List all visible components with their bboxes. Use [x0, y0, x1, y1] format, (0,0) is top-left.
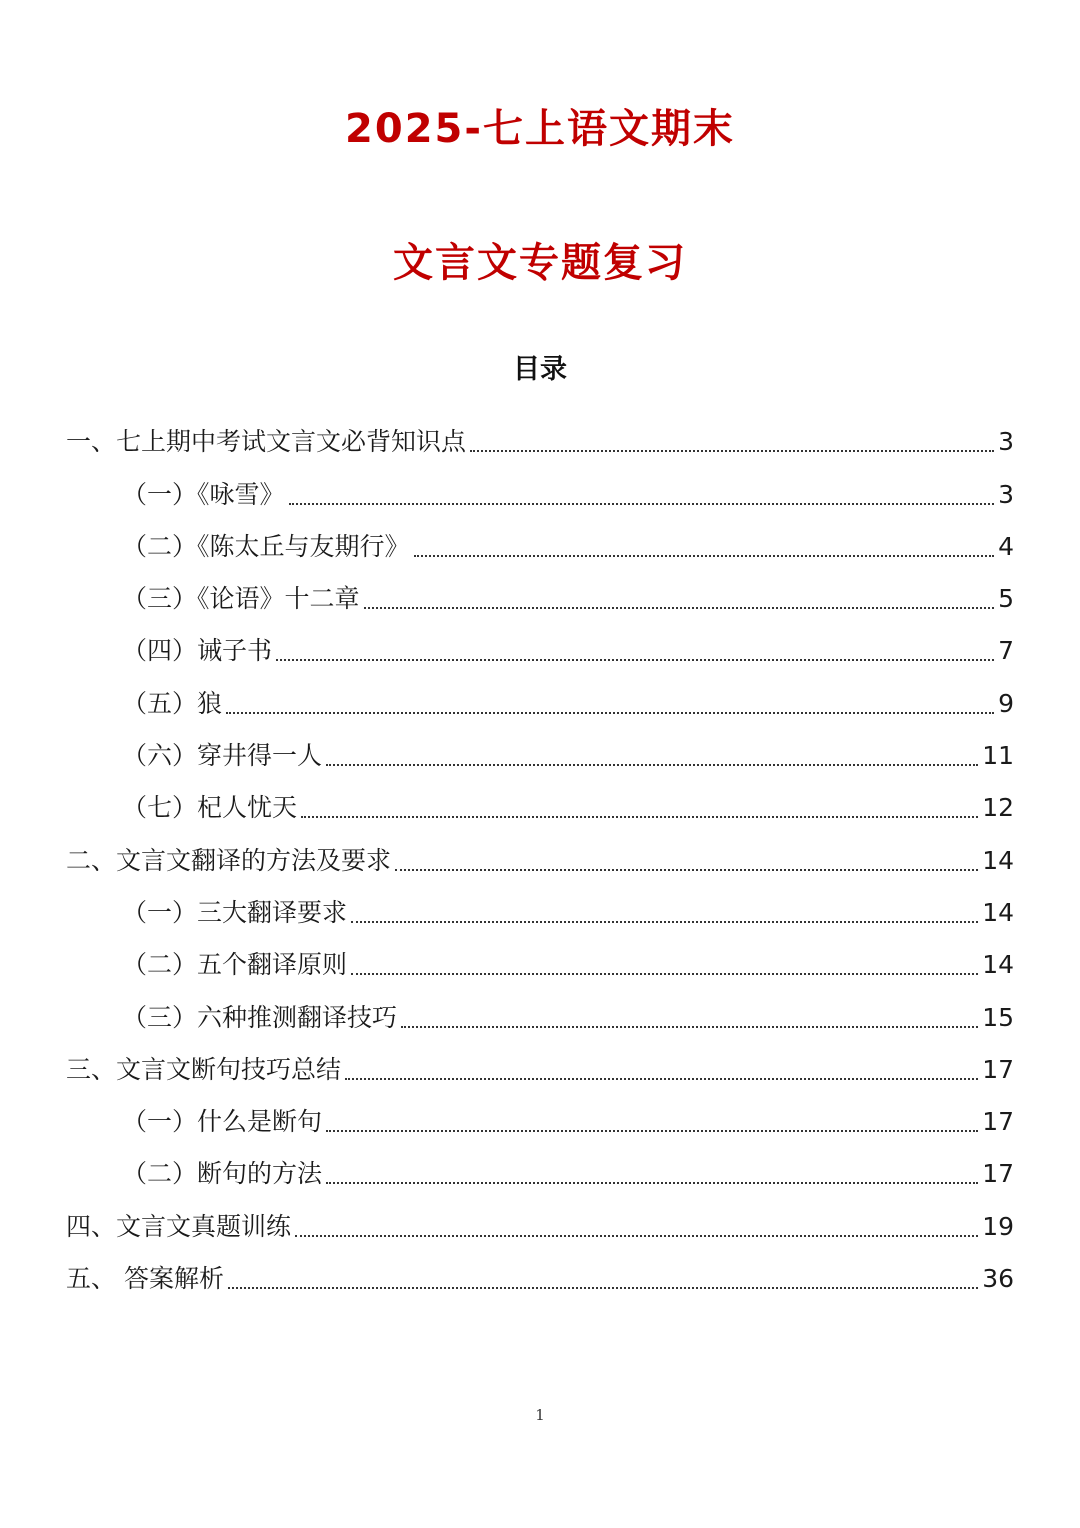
toc-entry-page: 4 — [998, 531, 1014, 561]
table-of-contents — [0, 408, 1080, 1297]
toc-entry-page: 12 — [982, 793, 1014, 823]
title-line-2: 文言文专题复习 — [393, 240, 687, 286]
toc-entry[interactable] — [0, 826, 1080, 878]
document-title — [0, 62, 1080, 330]
toc-entry-page: 3 — [998, 479, 1014, 509]
toc-entry-page: 19 — [982, 1211, 1014, 1241]
toc-entry-label: 三、文言文断句技巧总结 — [66, 1054, 342, 1084]
toc-entry[interactable] — [0, 1192, 1080, 1244]
toc-entry-page: 36 — [982, 1264, 1014, 1294]
toc-entry[interactable] — [0, 513, 1080, 565]
toc-entry-label: （三）《论语》十二章 — [122, 584, 360, 614]
toc-entry-page: 14 — [982, 897, 1014, 927]
dot-leader — [351, 973, 978, 975]
title-line-1: 2025-七上语文期末 — [345, 106, 735, 152]
dot-leader — [351, 921, 978, 923]
toc-entry-label: 一、七上期中考试文言文必背知识点 — [66, 427, 467, 457]
toc-entry[interactable] — [0, 774, 1080, 826]
toc-entry-label: 五、 答案解析 — [66, 1264, 224, 1294]
toc-entry-label: （二）《陈太丘与友期行》 — [122, 531, 410, 561]
dot-leader — [401, 1026, 978, 1028]
toc-entry-label: （一）三大翻译要求 — [122, 897, 348, 927]
page-number: 1 — [535, 1406, 545, 1424]
dot-leader — [289, 503, 995, 505]
toc-entry[interactable] — [0, 1245, 1080, 1297]
toc-entry-label: （二）五个翻译原则 — [122, 950, 348, 980]
toc-entry-page: 14 — [982, 950, 1014, 980]
toc-entry-page: 3 — [998, 427, 1014, 457]
toc-heading: 目录 — [513, 354, 567, 385]
toc-entry[interactable] — [0, 879, 1080, 931]
toc-entry-page: 5 — [998, 584, 1014, 614]
toc-entry[interactable] — [0, 408, 1080, 460]
toc-entry[interactable] — [0, 931, 1080, 983]
toc-entry[interactable] — [0, 983, 1080, 1035]
dot-leader — [226, 712, 994, 714]
toc-entry-label: （三）六种推测翻译技巧 — [122, 1002, 398, 1032]
dot-leader — [345, 1078, 978, 1080]
dot-leader — [414, 555, 995, 557]
dot-leader — [326, 1182, 978, 1184]
dot-leader — [470, 450, 994, 452]
toc-entry[interactable] — [0, 1088, 1080, 1140]
toc-entry-page: 14 — [982, 845, 1014, 875]
dot-leader — [276, 659, 994, 661]
toc-entry-page: 11 — [982, 741, 1014, 771]
toc-entry-label: （五）狼 — [122, 688, 223, 718]
toc-entry-page: 15 — [982, 1002, 1014, 1032]
toc-entry[interactable] — [0, 1140, 1080, 1192]
toc-entry-label: （二）断句的方法 — [122, 1159, 323, 1189]
dot-leader — [295, 1235, 978, 1237]
toc-entry-page: 17 — [982, 1054, 1014, 1084]
toc-entry-page: 17 — [982, 1107, 1014, 1137]
toc-entry-page: 9 — [998, 688, 1014, 718]
dot-leader — [228, 1287, 978, 1289]
toc-entry-label: （一）《咏雪》 — [122, 479, 285, 509]
toc-entry[interactable] — [0, 565, 1080, 617]
dot-leader — [364, 607, 995, 609]
toc-entry-page: 7 — [998, 636, 1014, 666]
dot-leader — [326, 1130, 978, 1132]
toc-entry[interactable] — [0, 1036, 1080, 1088]
toc-entry[interactable] — [0, 669, 1080, 721]
toc-entry[interactable] — [0, 617, 1080, 669]
toc-entry-label: 二、文言文翻译的方法及要求 — [66, 845, 392, 875]
toc-entry[interactable] — [0, 722, 1080, 774]
toc-entry-label: 四、文言文真题训练 — [66, 1211, 292, 1241]
toc-entry-label: （七）杞人忧天 — [122, 793, 298, 823]
toc-entry-label: （六）穿井得一人 — [122, 741, 323, 771]
toc-entry-page: 17 — [982, 1159, 1014, 1189]
dot-leader — [395, 869, 978, 871]
toc-entry-label: （四）诫子书 — [122, 636, 273, 666]
toc-entry[interactable] — [0, 460, 1080, 512]
toc-entry-label: （一）什么是断句 — [122, 1107, 323, 1137]
dot-leader — [326, 764, 978, 766]
dot-leader — [301, 816, 978, 818]
